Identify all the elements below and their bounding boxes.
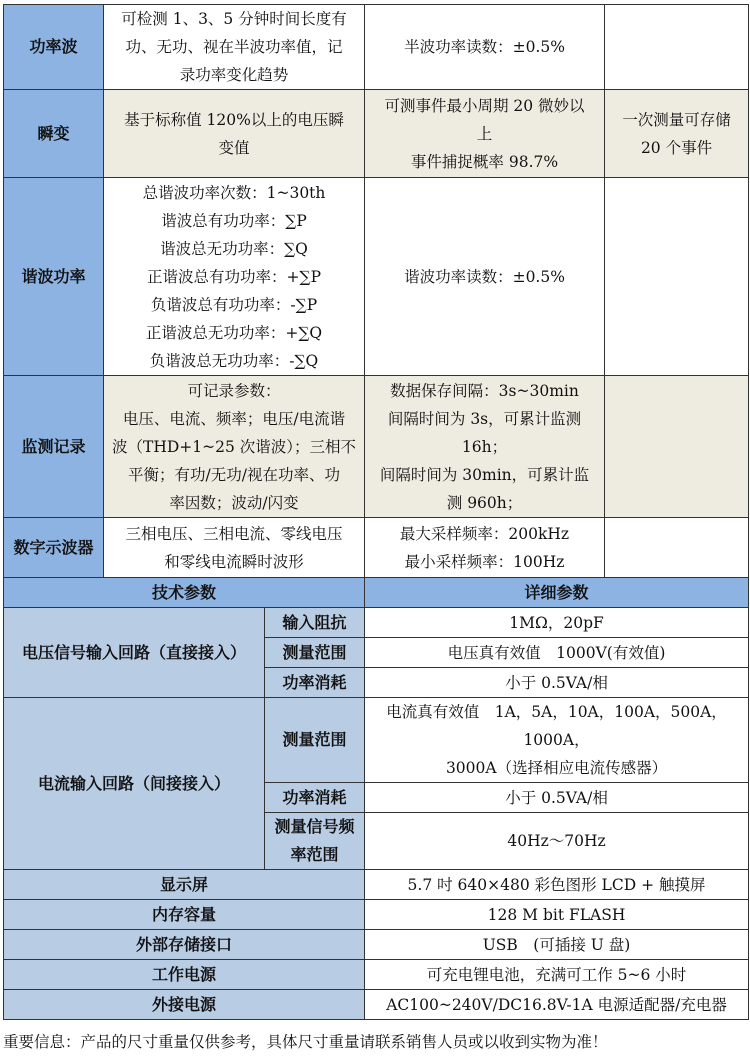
cell-line: 上 [476,124,493,143]
cell-oscilloscope-desc [104,518,365,578]
row-power-wave [4,5,749,90]
cell-power-wave-desc [104,5,365,90]
cell-line: 率因数；波动/闪变 [169,493,299,512]
ext-power-name: 外接电源 [4,990,365,1020]
misc-row-work-power [4,960,749,990]
important-note: 重要信息：产品的尺寸重量仅供参考，具体尺寸重量请联系销售人员或以收到实物为准！ [3,1033,608,1051]
cell-line: 可测事件最小周期 20 微妙以 [384,96,585,115]
cell-line: 正谐波总有功功率：+∑P [147,267,321,286]
current-input-label: 电流输入回路（间接接入） [4,698,265,870]
cell-line: 波（THD+1~25 次谐波）；三相不 [111,437,357,456]
row-transient [4,90,749,178]
cell-line: 最大采样频率：200kHz [399,524,570,543]
spec-table [3,4,749,1020]
storage-value: USB (可插接 U 盘) [365,930,749,960]
cell-line: 20 个事件 [640,138,713,157]
display-name: 显示屏 [4,870,365,900]
cell-line: 最小采样频率：100Hz [404,552,565,571]
display-value: 5.7 吋 640×480 彩色图形 LCD + 触摸屏 [365,870,749,900]
ext-power-value: AC100~240V/DC16.8V-1A 电源适配器/充电器 [365,990,749,1020]
voltage-power-name: 功率消耗 [265,668,365,698]
cell-line: 谐波总无功功率：∑Q [160,239,308,258]
row-monitoring [4,376,749,518]
work-power-value: 可充电锂电池，充满可工作 5~6 小时 [365,960,749,990]
storage-name: 外部存储接口 [4,930,365,960]
cell-line: 电流真有效值 1A，5A，10A，100A，500A，1000A， [386,703,727,749]
cell-line: 正谐波总无功功率：+∑Q [145,323,323,342]
voltage-power-value: 小于 0.5VA/相 [365,668,749,698]
cell-line: 半波功率读数：±0.5% [404,38,565,56]
current-range-value [365,698,749,783]
cell-oscilloscope-extra [605,518,749,578]
cell-monitoring-detail [365,376,605,518]
cell-oscilloscope-detail [365,518,605,578]
misc-row-ext-power [4,990,749,1020]
misc-row-storage [4,930,749,960]
spec-header-right: 详细参数 [365,578,749,608]
current-range-name: 测量范围 [265,698,365,783]
misc-row-display [4,870,749,900]
row-label-oscilloscope: 数字示波器 [4,518,104,578]
cell-line: 一次测量可存储 [622,110,731,129]
cell-power-wave-extra [605,5,749,90]
row-label-transient: 瞬变 [4,90,104,178]
current-freq-name [265,813,365,870]
current-power-name: 功率消耗 [265,783,365,813]
row-label-harmonic-power: 谐波功率 [4,178,104,376]
cell-harmonic-desc [104,178,365,376]
cell-line: 基于标称值 120%以上的电压瞬 [124,110,344,129]
voltage-impedance-name: 输入阻抗 [265,608,365,638]
cell-line: 测 960h； [446,493,523,512]
cell-transient-desc [104,90,365,178]
cell-line: 谐波总有功功率：∑P [161,211,307,230]
cell-line: 可检测 1、3、5 分钟时间长度有 [121,10,347,28]
work-power-name: 工作电源 [4,960,365,990]
row-label-power-wave: 功率波 [4,5,104,90]
row-oscilloscope [4,518,749,578]
cell-line: 电压、电流、频率；电压/电流谐 [122,409,346,428]
cell-line: 平衡；有功/无功/视在功率、功 [128,465,340,484]
cell-line: 间隔时间为 3s，可累计监测 [387,409,582,428]
memory-value: 128 M bit FLASH [365,900,749,930]
cell-line: 三相电压、三相电流、零线电压 [125,524,343,543]
cell-line: 变值 [218,138,250,157]
voltage-impedance-value: 1MΩ，20pF [365,608,749,638]
cell-line: 3000A（选择相应电流传感器） [445,759,668,777]
cell-transient-detail [365,90,605,178]
cell-line: 和零线电流瞬时波形 [164,552,304,571]
current-row-range [4,698,749,783]
cell-line: 测量信号频 [274,817,355,836]
cell-power-wave-detail [365,5,605,90]
cell-line: 功、无功、视在半波功率值，记 [125,38,343,56]
cell-line: 谐波功率读数：±0.5% [404,267,565,286]
misc-row-memory [4,900,749,930]
cell-line: 16h； [461,437,508,456]
cell-harmonic-detail [365,178,605,376]
spec-header-row [4,578,749,608]
spec-header-left: 技术参数 [4,578,365,608]
voltage-input-label: 电压信号输入回路（直接接入） [4,608,265,698]
row-harmonic-power [4,178,749,376]
voltage-row-impedance [4,608,749,638]
current-power-value: 小于 0.5VA/相 [365,783,749,813]
cell-line: 间隔时间为 30min，可累计监 [379,465,590,484]
current-freq-value: 40Hz～70Hz [365,813,749,870]
cell-transient-extra [605,90,749,178]
voltage-range-name: 测量范围 [265,638,365,668]
cell-line: 负谐波总无功功率：-∑Q [149,351,319,370]
cell-harmonic-extra [605,178,749,376]
cell-monitoring-extra [605,376,749,518]
row-label-monitoring: 监测记录 [4,376,104,518]
cell-line: 事件捕捉概率 98.7% [410,152,559,171]
cell-line: 可记录参数： [187,381,281,400]
cell-line: 负谐波总有功功率：-∑P [150,295,318,314]
cell-monitoring-desc [104,376,365,518]
cell-line: 录功率变化趋势 [179,66,289,84]
memory-name: 内存容量 [4,900,365,930]
cell-line: 数据保存间隔：3s~30min [390,381,579,400]
voltage-range-value: 电压真有效值 1000V(有效值) [365,638,749,668]
cell-line: 总谐波功率次数：1~30th [142,183,326,202]
cell-line: 率范围 [290,845,339,864]
